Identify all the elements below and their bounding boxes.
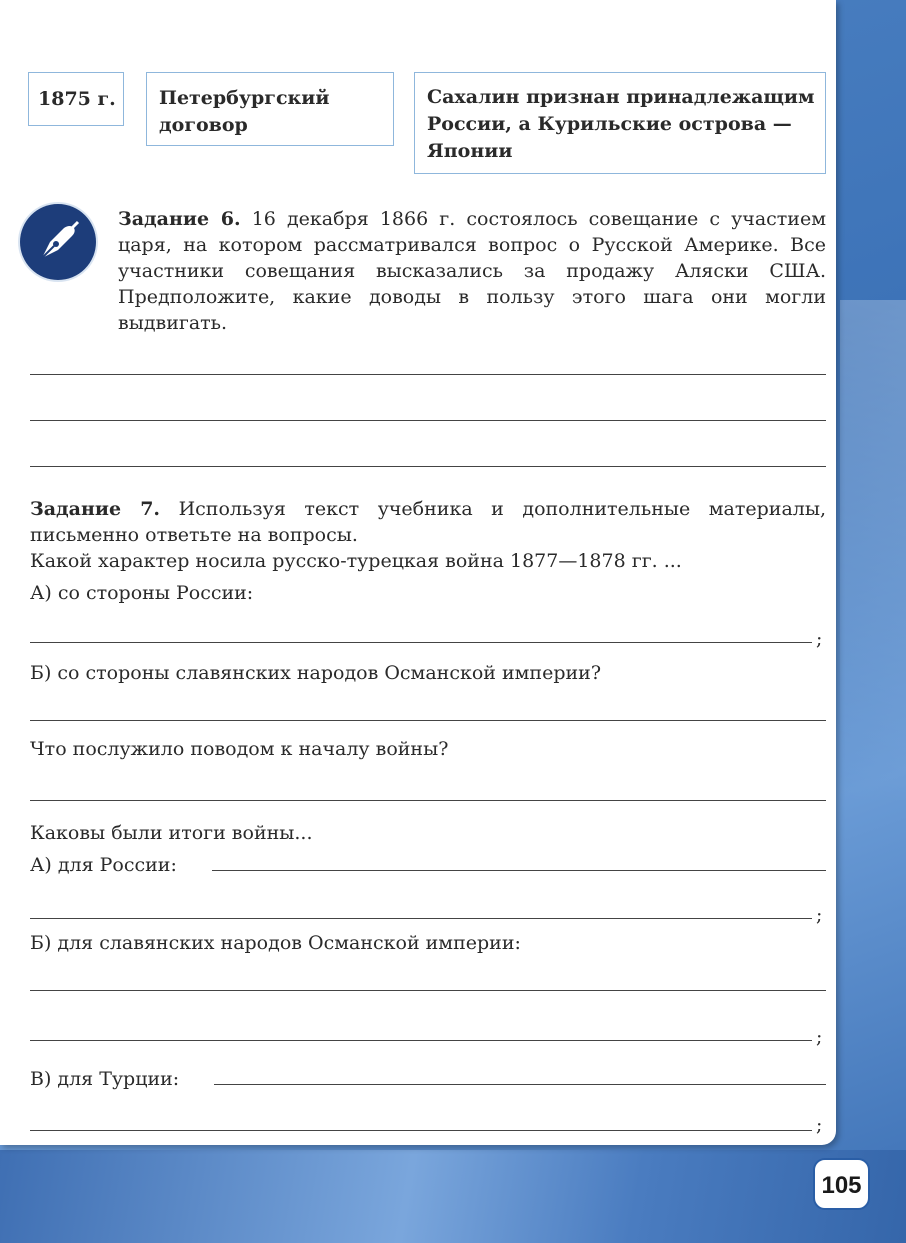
answer-line[interactable] <box>30 642 812 643</box>
answer-line[interactable] <box>30 466 826 467</box>
pen-nib-icon <box>20 204 96 280</box>
answer-line[interactable] <box>30 374 826 375</box>
table-cell-year: 1875 г. <box>28 72 124 126</box>
question-character: Какой характер носила русско-турецкая война 1877—1878 гг. ... <box>30 550 682 572</box>
question-results-turkey: В) для Турции: <box>30 1068 180 1090</box>
semicolon: ; <box>816 628 823 650</box>
answer-line[interactable] <box>30 1130 812 1131</box>
task-6-label: Задание 6. <box>118 208 241 230</box>
answer-line[interactable] <box>30 800 826 801</box>
question-pretext: Что послужило поводом к началу войны? <box>30 738 449 760</box>
task-6-text <box>118 206 826 336</box>
answer-line[interactable] <box>30 918 812 919</box>
answer-line[interactable] <box>214 1084 826 1085</box>
answer-line[interactable] <box>212 870 826 871</box>
question-results: Каковы были итоги войны... <box>30 822 313 844</box>
task-7-label: Задание 7. <box>30 498 161 520</box>
background-band <box>0 1150 906 1243</box>
question-slavic-side: Б) со стороны славянских народов Османской империи? <box>30 662 602 684</box>
answer-line[interactable] <box>30 990 826 991</box>
semicolon: ; <box>816 1114 823 1136</box>
question-russia-side: А) со стороны России: <box>30 582 254 604</box>
table-cell-result: Сахалин признан принадлежащим России, а Курильские острова — Японии <box>414 72 826 174</box>
semicolon: ; <box>816 1026 823 1048</box>
semicolon: ; <box>816 904 823 926</box>
question-results-russia: А) для России: <box>30 854 177 876</box>
question-results-slavs: Б) для славянских народов Османской империи: <box>30 932 521 954</box>
table-cell-treaty: Петербургский договор <box>146 72 394 146</box>
answer-line[interactable] <box>30 1040 812 1041</box>
task-7-intro-text: Используя текст учебника и дополнительные материалы, письменно ответьте на вопросы. <box>30 498 827 546</box>
background-shard <box>840 300 906 800</box>
answer-line[interactable] <box>30 420 826 421</box>
page-number: 105 <box>813 1158 870 1210</box>
task-6-body: 16 декабря 1866 г. состоялось совещание с участием царя, на котором рассматривался вопрос о Русской Америке. Все участники совещания высказались за продажу Аляски США. Предположите, какие доводы в пользу этого шага они могли выдвигать. <box>118 208 826 334</box>
answer-line[interactable] <box>30 720 826 721</box>
task-7-intro <box>30 496 826 548</box>
